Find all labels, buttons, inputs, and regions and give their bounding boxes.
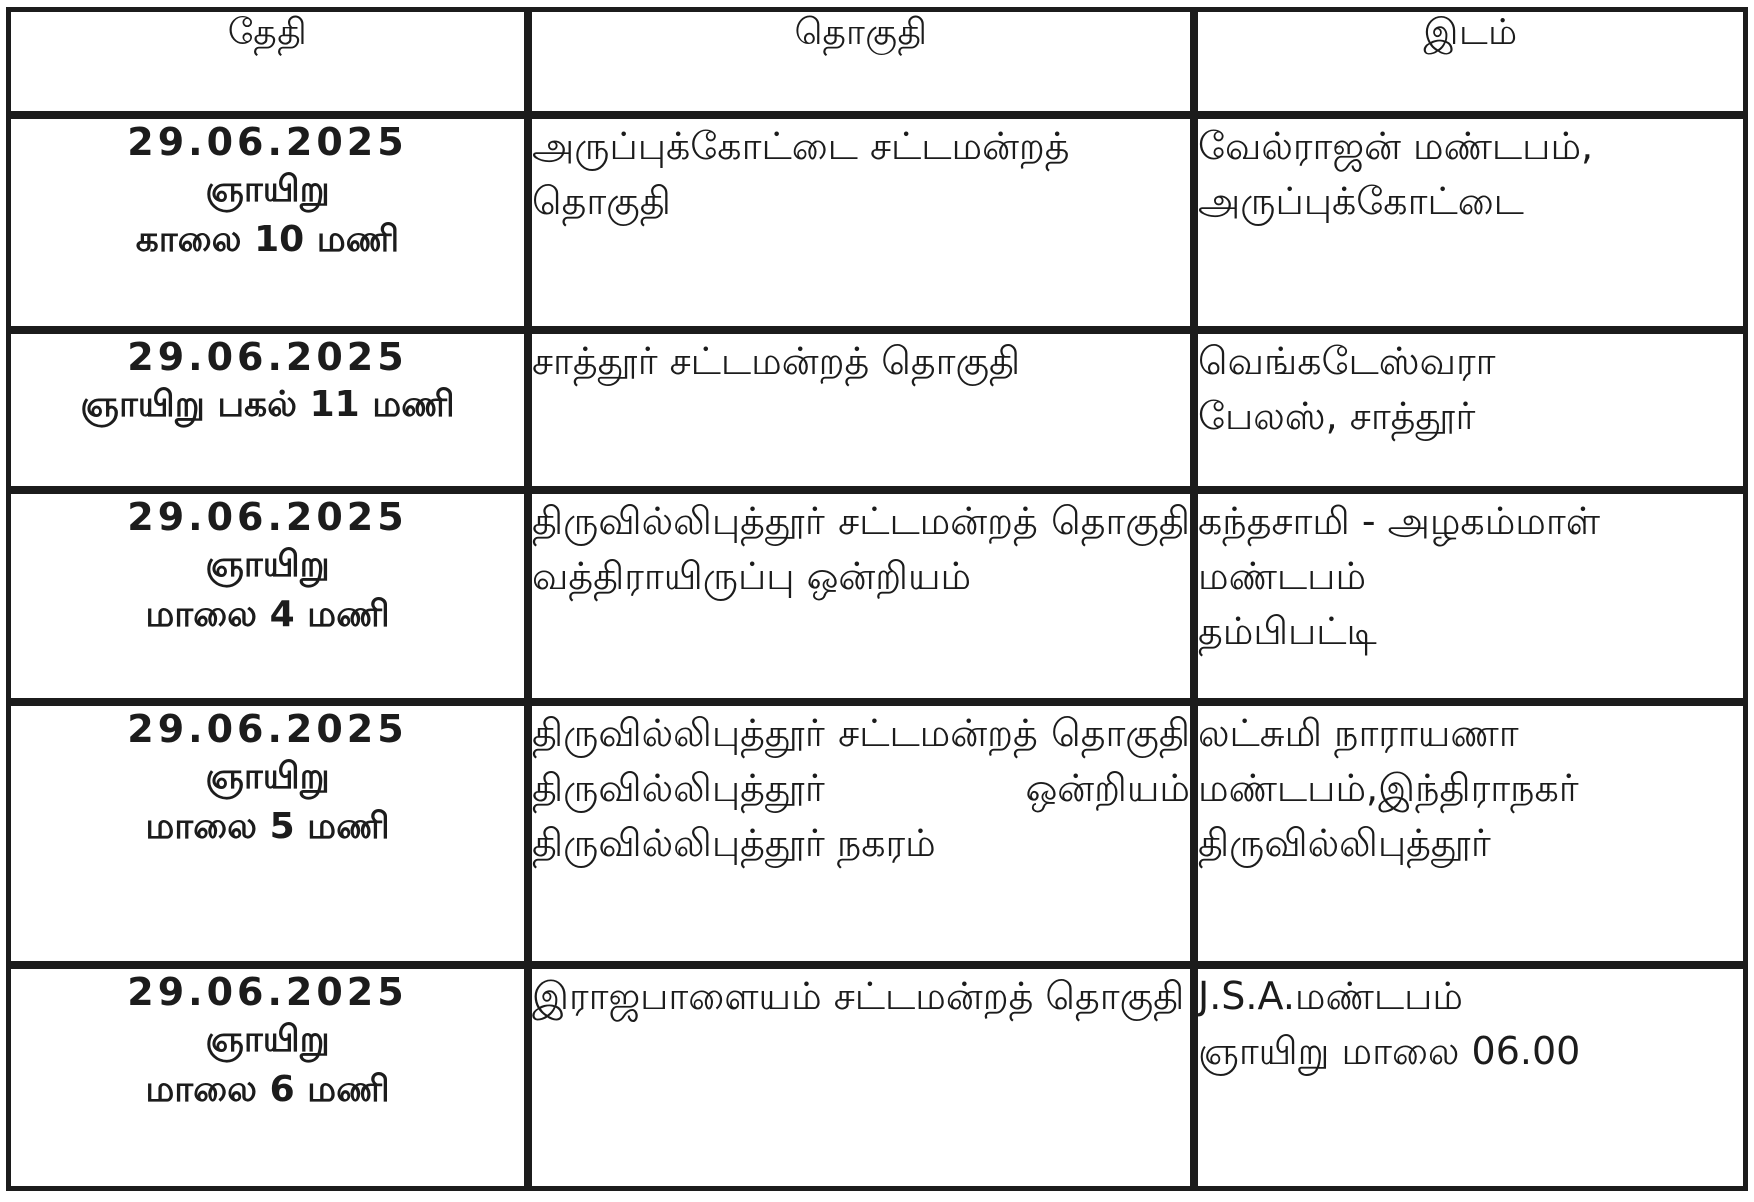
place-cell [1194,115,1743,330]
place-text: ஞாயிறு மாலை 06.00 [1198,1029,1581,1073]
place-text: அருப்புக்கோட்டை [1198,179,1524,223]
place-text: மண்டபம்,இந்திராநகர் [1198,766,1579,810]
place-text: தம்பிபட்டி [1198,609,1377,653]
place-cell [1194,702,1743,965]
date-text: 29.06.2025 [127,495,408,539]
constituency-text: திருவில்லிபுத்தூர் சட்டமன்றத் தொகுதி வத்திராயிருப்பு ஒன்றியம் [532,499,1190,598]
table-row [11,490,1743,702]
day-text: ஞாயிறு பகல் 11 மணி [80,384,455,425]
day-text: ஞாயிறு [205,756,330,797]
header-date: தேதி [11,12,528,115]
date-cell [11,115,528,330]
place-text: வேல்ராஜன் மண்டபம், [1198,124,1594,168]
constituency-cell [528,702,1194,965]
date-cell [11,965,528,1186]
constituency-cell [528,490,1194,702]
schedule-sheet [6,7,1748,1191]
place-text: லட்சுமி நாராயணா [1198,711,1519,755]
place-text: வெங்கடேஸ்வரா [1198,339,1496,383]
day-text: ஞாயிறு [205,169,330,210]
place-cell [1194,965,1743,1186]
table-row [11,965,1743,1186]
time-text: மாலை 6 மணி [145,1069,390,1110]
constituency-text: திருவில்லிபுத்தூர் சட்டமன்றத் தொகுதி திருவில்லிபுத்தூர் ஒன்றியம் திருவில்லிபுத்தூர் நகரம் [532,711,1190,865]
place-text: திருவில்லிபுத்தூர் [1198,821,1491,865]
time-text: காலை 10 மணி [135,219,400,260]
constituency-cell [528,965,1194,1186]
date-cell [11,702,528,965]
header-place: இடம் [1194,12,1743,115]
header-row [11,12,1743,115]
constituency-cell [528,115,1194,330]
place-text: கந்தசாமி - அழகம்மாள் [1198,499,1601,543]
table-row [11,702,1743,965]
constituency-text: இராஜபாளையம் சட்டமன்றத் தொகுதி [532,974,1185,1018]
table-row [11,115,1743,330]
place-cell [1194,330,1743,490]
place-cell [1194,490,1743,702]
day-text: ஞாயிறு [205,1019,330,1060]
date-text: 29.06.2025 [127,120,408,164]
day-text: ஞாயிறு [205,544,330,585]
place-text: மண்டபம் [1198,554,1367,598]
date-cell [11,330,528,490]
place-text: பேலஸ், சாத்தூர் [1198,394,1476,438]
date-text: 29.06.2025 [127,707,408,751]
date-cell [11,490,528,702]
constituency-text: சாத்தூர் சட்டமன்றத் தொகுதி [532,339,1021,383]
time-text: மாலை 4 மணி [145,594,390,635]
date-text: 29.06.2025 [127,970,408,1014]
place-text: J.S.A.மண்டபம் [1198,974,1463,1018]
constituency-text: அருப்புக்கோட்டை சட்டமன்றத் தொகுதி [532,124,1070,223]
time-text: மாலை 5 மணி [145,806,390,847]
schedule-table [11,12,1743,1186]
constituency-cell [528,330,1194,490]
header-constituency: தொகுதி [528,12,1194,115]
table-row [11,330,1743,490]
date-text: 29.06.2025 [127,335,408,379]
